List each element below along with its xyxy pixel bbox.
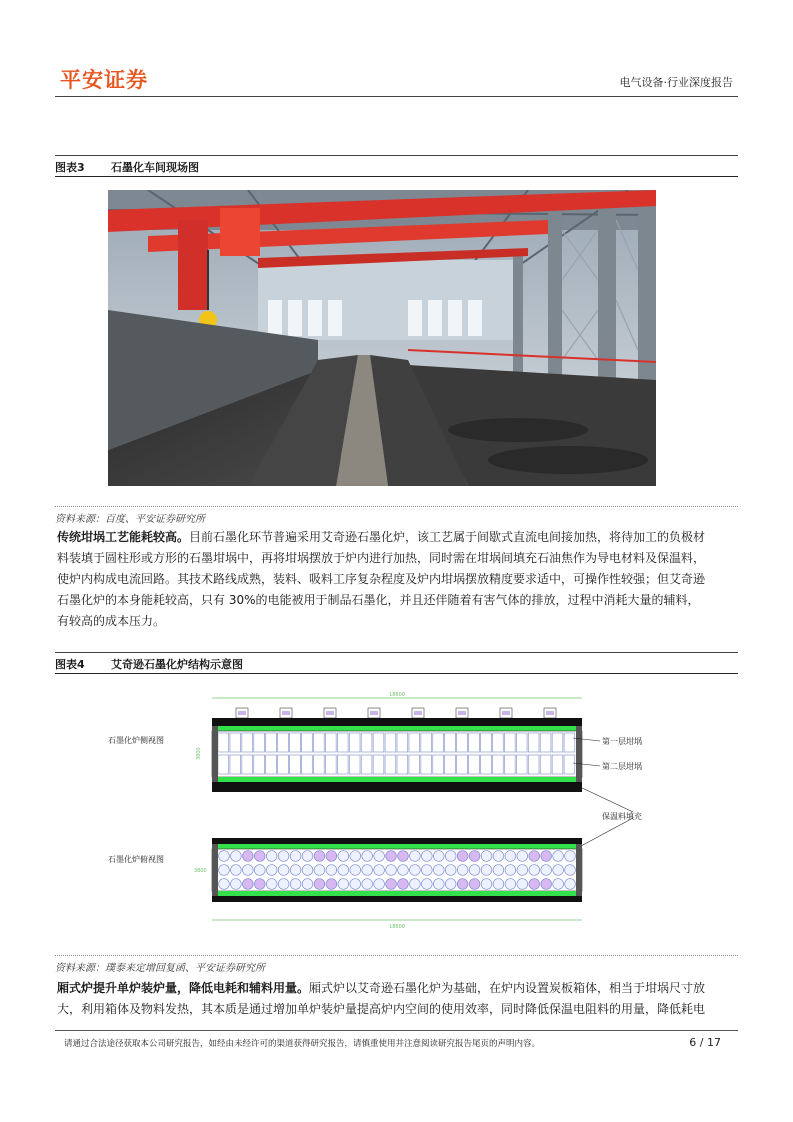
top-crucible bbox=[362, 879, 373, 890]
side-crucible bbox=[421, 733, 432, 752]
side-crucible bbox=[421, 755, 432, 774]
top-crucible bbox=[398, 851, 409, 862]
header-divider bbox=[55, 96, 738, 97]
top-crucible bbox=[278, 865, 289, 876]
top-crucible bbox=[302, 879, 313, 890]
paragraph1-line: 使炉内构成电流回路。其技术路线成熟，装料、吸料工序复杂程度及炉内坩埚摆放精度要求适中，可操作性较强；但艾奇逊 bbox=[57, 572, 706, 586]
graphitization-workshop-photo bbox=[108, 190, 656, 486]
side-bottom-layer bbox=[212, 782, 582, 792]
side-top-layer bbox=[212, 718, 582, 726]
top-crucible bbox=[326, 865, 337, 876]
top-view-green-bottom bbox=[212, 891, 582, 896]
top-crucible bbox=[231, 865, 242, 876]
side-crucible bbox=[302, 733, 313, 752]
top-crucible bbox=[553, 851, 564, 862]
layer1-label: 第一层坩埚 bbox=[602, 737, 642, 746]
top-crucible bbox=[278, 851, 289, 862]
side-crucible bbox=[313, 755, 324, 774]
top-crucible bbox=[469, 879, 480, 890]
page-number: 6 / 17 bbox=[689, 1036, 721, 1049]
figure4-title: 艾奇逊石墨化炉结构示意图 bbox=[111, 658, 243, 671]
top-crucible bbox=[362, 865, 373, 876]
side-crucible bbox=[397, 755, 408, 774]
dim-side: 3800 bbox=[196, 747, 202, 760]
side-crucible bbox=[230, 733, 241, 752]
top-crucible bbox=[350, 879, 361, 890]
top-crucible bbox=[565, 879, 576, 890]
side-crucible bbox=[313, 733, 324, 752]
top-crucible bbox=[219, 865, 230, 876]
top-crucible bbox=[254, 851, 265, 862]
top-crucible bbox=[338, 879, 349, 890]
top-crucible bbox=[421, 851, 432, 862]
top-crucible bbox=[541, 851, 552, 862]
top-crucible bbox=[314, 879, 325, 890]
top-crucible bbox=[529, 879, 540, 890]
top-crucible bbox=[290, 851, 301, 862]
side-crucible bbox=[528, 755, 539, 774]
side-view-label: 石墨化炉侧视图 bbox=[108, 736, 164, 745]
electrode-core bbox=[370, 711, 378, 715]
insulation-label: 保温料填充 bbox=[602, 812, 642, 821]
top-crucible bbox=[242, 879, 253, 890]
top-crucible bbox=[231, 879, 242, 890]
top-crucible bbox=[505, 865, 516, 876]
report-type: 电气设备·行业深度报告 bbox=[619, 76, 733, 89]
side-crucible bbox=[445, 733, 456, 752]
top-crucible bbox=[350, 851, 361, 862]
electrode-core bbox=[458, 711, 466, 715]
top-crucible bbox=[517, 879, 528, 890]
side-crucible bbox=[409, 755, 420, 774]
side-crucible bbox=[266, 733, 277, 752]
top-crucible bbox=[553, 879, 564, 890]
top-crucible bbox=[314, 865, 325, 876]
top-crucible bbox=[457, 865, 468, 876]
side-crucible bbox=[445, 755, 456, 774]
side-crucible bbox=[516, 733, 527, 752]
top-crucible bbox=[302, 851, 313, 862]
top-crucible bbox=[493, 879, 504, 890]
figure4-number: 图表4 bbox=[55, 658, 85, 671]
side-crucible bbox=[528, 733, 539, 752]
top-crucible bbox=[338, 865, 349, 876]
top-crucible bbox=[541, 879, 552, 890]
top-crucible bbox=[433, 879, 444, 890]
footer-divider bbox=[55, 1030, 738, 1031]
side-crucible bbox=[254, 755, 265, 774]
top-crucible bbox=[421, 879, 432, 890]
electrode-core bbox=[546, 711, 554, 715]
electrode-core bbox=[414, 711, 422, 715]
side-crucible bbox=[385, 755, 396, 774]
top-crucible bbox=[219, 851, 230, 862]
top-crucible bbox=[374, 851, 385, 862]
top-crucible bbox=[266, 851, 277, 862]
side-crucible bbox=[433, 733, 444, 752]
side-left-end bbox=[212, 726, 218, 782]
top-crucible bbox=[350, 865, 361, 876]
top-crucible bbox=[326, 851, 337, 862]
side-crucible bbox=[469, 733, 480, 752]
side-crucible bbox=[409, 733, 420, 752]
paragraph1-line: 石墨化炉的本身能耗较高，只有 30%的电能被用于制品石墨化，并且还伴随着有害气体的排放，过程中消耗大量的辅料， bbox=[57, 593, 700, 607]
dim-top: 18600 bbox=[389, 692, 405, 698]
side-crucible bbox=[385, 733, 396, 752]
top-crucible bbox=[386, 851, 397, 862]
side-crucible bbox=[564, 755, 575, 774]
side-crucible bbox=[361, 755, 372, 774]
top-crucible bbox=[254, 879, 265, 890]
top-crucible bbox=[219, 879, 230, 890]
top-crucible bbox=[278, 879, 289, 890]
top-crucible bbox=[410, 879, 421, 890]
top-crucible bbox=[386, 865, 397, 876]
top-crucible bbox=[445, 865, 456, 876]
paragraph1-lead: 传统坩埚工艺能耗较高。 bbox=[57, 530, 190, 544]
figure3-source: 资料来源：百度、平安证券研究所 bbox=[55, 506, 738, 525]
top-crucible bbox=[493, 851, 504, 862]
top-crucible bbox=[433, 865, 444, 876]
electrode-core bbox=[326, 711, 334, 715]
side-crucible bbox=[481, 733, 492, 752]
side-crucible bbox=[302, 755, 313, 774]
top-crucible bbox=[445, 879, 456, 890]
side-crucible bbox=[290, 755, 301, 774]
side-crucible bbox=[266, 755, 277, 774]
layer2-label: 第二层坩埚 bbox=[602, 762, 642, 771]
top-crucible bbox=[398, 865, 409, 876]
side-crucible bbox=[481, 755, 492, 774]
side-crucible bbox=[516, 755, 527, 774]
electrode-core bbox=[238, 711, 246, 715]
side-crucible bbox=[242, 733, 253, 752]
top-crucible bbox=[410, 865, 421, 876]
side-crucible bbox=[457, 755, 468, 774]
top-crucible bbox=[481, 879, 492, 890]
side-crucible bbox=[278, 733, 289, 752]
top-crucible bbox=[326, 879, 337, 890]
top-view-green-top bbox=[212, 844, 582, 849]
side-crucible bbox=[373, 733, 384, 752]
side-right-end bbox=[576, 726, 582, 782]
side-crucible bbox=[325, 755, 336, 774]
side-crucible bbox=[564, 733, 575, 752]
side-green-top bbox=[212, 726, 582, 731]
paragraph1-line: 目前石墨化环节普遍采用艾奇逊石墨化炉，该工艺属于间歇式直流电间接加热，将待加工的负极材 bbox=[189, 530, 706, 544]
top-crucible bbox=[553, 865, 564, 876]
top-crucible bbox=[290, 865, 301, 876]
top-crucible bbox=[565, 851, 576, 862]
top-crucible bbox=[433, 851, 444, 862]
side-crucible bbox=[361, 733, 372, 752]
dim-side2: 3800 bbox=[194, 868, 207, 874]
paragraph1-line: 有较高的成本压力。 bbox=[57, 614, 166, 628]
side-crucible bbox=[254, 733, 265, 752]
top-view-label: 石墨化炉俯视图 bbox=[108, 855, 164, 864]
top-crucible bbox=[445, 851, 456, 862]
top-crucible bbox=[266, 865, 277, 876]
top-crucible bbox=[505, 851, 516, 862]
side-crucible bbox=[278, 755, 289, 774]
top-crucible bbox=[398, 879, 409, 890]
figure4-source: 资料来源：璞泰来定增回复函、平安证券研究所 bbox=[55, 955, 738, 974]
side-crucible bbox=[504, 733, 515, 752]
side-crucible bbox=[492, 733, 503, 752]
top-crucible bbox=[517, 865, 528, 876]
top-right-end bbox=[576, 844, 582, 896]
company-logo: 平安证券 bbox=[60, 68, 148, 92]
top-crucible bbox=[314, 851, 325, 862]
top-crucible bbox=[529, 851, 540, 862]
top-crucible bbox=[338, 851, 349, 862]
figure3-caption bbox=[55, 155, 738, 177]
top-crucible bbox=[565, 865, 576, 876]
top-crucible bbox=[290, 879, 301, 890]
side-crucible bbox=[349, 755, 360, 774]
top-crucible bbox=[242, 851, 253, 862]
paragraph2-line: 厢式炉以艾奇逊石墨化炉为基础，在炉内设置炭板箱体，相当于坩埚尺寸放 bbox=[309, 981, 706, 995]
side-crucible bbox=[230, 755, 241, 774]
side-crucible bbox=[290, 733, 301, 752]
top-crucible bbox=[386, 879, 397, 890]
top-crucible bbox=[469, 865, 480, 876]
top-crucible bbox=[254, 865, 265, 876]
paragraph-traditional-crucible bbox=[57, 527, 737, 632]
top-crucible bbox=[362, 851, 373, 862]
top-crucible bbox=[529, 865, 540, 876]
side-crucible bbox=[552, 755, 563, 774]
paragraph-box-furnace bbox=[57, 978, 737, 1020]
figure3-number: 图表3 bbox=[55, 161, 85, 174]
top-crucible bbox=[505, 879, 516, 890]
side-crucible bbox=[397, 733, 408, 752]
top-crucible bbox=[242, 865, 253, 876]
side-crucible bbox=[540, 733, 551, 752]
acheson-furnace-diagram bbox=[108, 688, 656, 934]
top-crucible bbox=[302, 865, 313, 876]
top-crucible bbox=[374, 865, 385, 876]
side-crucible bbox=[242, 755, 253, 774]
side-crucible bbox=[218, 755, 229, 774]
side-crucible bbox=[373, 755, 384, 774]
paragraph1-line: 料装填于圆柱形或方形的石墨坩埚中，再将坩埚摆放于炉内进行加热，同时需在坩埚间填充石油焦作为导电材料及保温料， bbox=[57, 551, 706, 565]
top-crucible bbox=[457, 851, 468, 862]
figure3-title: 石墨化车间现场图 bbox=[111, 161, 199, 174]
top-crucible bbox=[469, 851, 480, 862]
top-crucible bbox=[517, 851, 528, 862]
electrode-row bbox=[236, 708, 556, 718]
side-crucible bbox=[469, 755, 480, 774]
top-crucible bbox=[457, 879, 468, 890]
top-crucible bbox=[541, 865, 552, 876]
side-crucible bbox=[337, 733, 348, 752]
side-crucible bbox=[218, 733, 229, 752]
top-left-end bbox=[212, 844, 218, 896]
side-crucible bbox=[433, 755, 444, 774]
paragraph2-lead: 厢式炉提升单炉装炉量，降低电耗和辅料用量。 bbox=[57, 981, 310, 995]
top-crucible bbox=[493, 865, 504, 876]
electrode-core bbox=[282, 711, 290, 715]
side-crucible bbox=[457, 733, 468, 752]
side-crucible bbox=[504, 755, 515, 774]
top-view-bottom-layer bbox=[212, 896, 582, 902]
side-crucible bbox=[552, 733, 563, 752]
paragraph2-line: 大，利用箱体及物料发热，其本质是通过增加单炉装炉量提高炉内空间的使用效率，同时降低保温电阻料的用量，降低耗电 bbox=[57, 1002, 706, 1016]
footer-disclaimer: 请通过合法途径获取本公司研究报告，如经由未经许可的渠道获得研究报告，请慎重使用并注意阅读研究报告尾页的声明内容。 bbox=[64, 1039, 541, 1049]
side-crucible bbox=[337, 755, 348, 774]
top-crucible bbox=[231, 851, 242, 862]
side-crucible bbox=[540, 755, 551, 774]
top-crucible bbox=[374, 879, 385, 890]
electrode-core bbox=[502, 711, 510, 715]
figure4-caption bbox=[55, 652, 738, 674]
top-crucible bbox=[266, 879, 277, 890]
side-crucible bbox=[349, 733, 360, 752]
top-view-top-layer bbox=[212, 838, 582, 844]
dim-bottom: 18600 bbox=[389, 924, 405, 930]
side-crucible bbox=[492, 755, 503, 774]
top-crucible bbox=[410, 851, 421, 862]
side-green-bottom bbox=[212, 777, 582, 782]
side-crucible bbox=[325, 733, 336, 752]
top-crucible bbox=[481, 865, 492, 876]
top-crucible bbox=[481, 851, 492, 862]
top-crucible bbox=[421, 865, 432, 876]
